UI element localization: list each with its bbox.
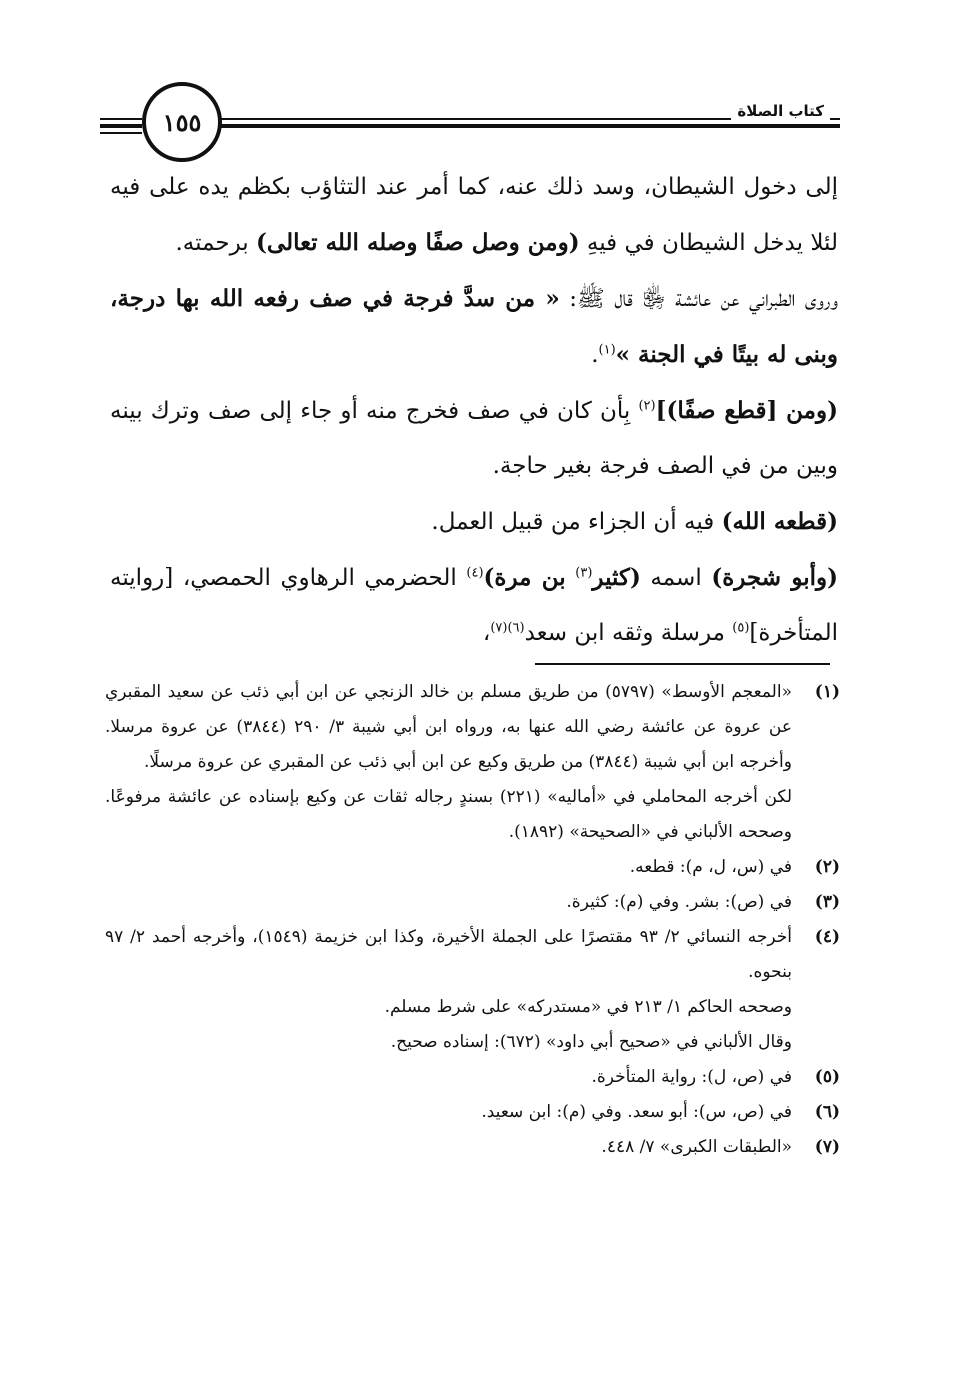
footnote-number: (٢) — [814, 857, 840, 877]
footnote-text: أخرجه النسائي ٢/ ٩٣ مقتصرًا على الجملة الأخيرة، وكذا ابن خزيمة (١٥٤٩)، وأخرجه أحمد ٢/ ٩٧ بنحوه. — [105, 927, 792, 982]
footnote-ref: (٤) — [466, 565, 484, 581]
bold-phrase: بن مرة) — [483, 564, 566, 591]
footnote-7 — [105, 1130, 840, 1165]
text: اسمه — [650, 565, 702, 591]
page-header — [100, 80, 840, 160]
footnote-3 — [105, 885, 840, 920]
honorific: ﵂ — [642, 286, 666, 312]
footnote-6 — [105, 1095, 840, 1130]
text: بِأن كان في صف فخرج منه أو جاء إلى صف وترك بينه وبين من في الصف فرجة بغير حاجة. — [110, 398, 838, 479]
paragraph-4 — [110, 494, 838, 550]
footnote-number: (٤) — [814, 927, 840, 947]
text: إلى دخول الشيطان، وسد ذلك عنه، كما أمر عند التثاؤب بكظم يده على فيه لئلا يدخل الشيطان في فيهِ — [110, 174, 838, 256]
header-rule — [218, 124, 840, 128]
bold-phrase: (قطعه الله) — [721, 508, 838, 535]
bold-phrase: (ومن وصل صفًا وصله الله تعالى) — [256, 229, 580, 256]
footnote-ref: (٦)(٧) — [490, 620, 525, 636]
footnote-ref: (١) — [598, 342, 616, 358]
header-rule — [100, 124, 142, 128]
text: الحضرمي الرهاوي الحمصي، [روايته المتأخرة] — [110, 565, 838, 646]
paragraph-2 — [110, 271, 838, 383]
footnote-text: لكن أخرجه المحاملي في «أماليه» (٢٢١) بسندٍ رجاله ثقات عن وكيع بإسناده عن عائشة مرفوعًا. وصححه الألباني في «الصحيحة» (١٨٩٢). — [105, 787, 792, 842]
text: فيه أن الجزاء من قبيل العمل. — [431, 509, 715, 535]
text: . — [591, 342, 599, 368]
footnote-number: (١) — [814, 682, 840, 702]
footnote-1 — [105, 675, 840, 850]
main-text — [110, 160, 838, 661]
footnotes — [105, 675, 840, 1165]
footnote-text: في (س، ل، م): قطعه. — [629, 857, 792, 877]
text: قال — [614, 286, 633, 312]
footnote-2 — [105, 850, 840, 885]
footnote-text: في (ص، س): أبو سعد. وفي (م): ابن سعيد. — [481, 1102, 792, 1122]
book-title: كتاب الصلاة — [731, 102, 830, 120]
footnote-number: (٥) — [814, 1067, 840, 1087]
footnote-number: (٣) — [814, 892, 840, 912]
header-rule — [100, 118, 142, 120]
footnote-4 — [105, 920, 840, 1060]
footnote-text: في (ص): بشر. وفي (م): كثيرة. — [566, 892, 792, 912]
footnote-separator — [535, 663, 830, 665]
text: برحمته. — [175, 230, 249, 256]
footnote-number: (٦) — [814, 1102, 840, 1122]
paragraph-5 — [110, 550, 838, 661]
page-number-circle — [142, 82, 222, 162]
footnote-number: (٧) — [814, 1137, 840, 1157]
text: مرسلة وثقه ابن سعد — [524, 620, 725, 646]
paragraph-3 — [110, 383, 838, 494]
paragraph-1 — [110, 160, 838, 271]
footnote-ref: (٢) — [638, 398, 656, 414]
footnote-text: «الطبقات الكبرى» ٧/ ٤٤٨. — [601, 1137, 792, 1157]
footnote-text: «المعجم الأوسط» (٥٧٩٧) من طريق مسلم بن خالد الزنجي عن ابن أبي ذئب عن سعيد المقبري عن عروة عن عائشة رضي الله عنها به، ورواه ابن أبي شيبة ٣/ ٢٩٠ (٣٨٤٤) عن عروة مرسلا. وأخرجه ابن أبي شيبة (٣٨٤٤) من طريق وكيع عن ابن أبي ذئب عن المقبري عن عروة مرسلًا. — [105, 682, 792, 772]
footnote-ref: (٣) — [575, 565, 593, 581]
header-rule — [100, 132, 142, 134]
footnote-text: وصححه الحاكم ١/ ٢١٣ في «مستدركه» على شرط مسلم. — [384, 997, 792, 1017]
honorific: ﷺ — [577, 286, 605, 312]
bold-phrase: (ومن [قطع صفًا)] — [655, 397, 838, 424]
bold-phrase: (كثير — [592, 564, 641, 591]
hadith-quote: « من سدَّ فرجة في صف رفعه الله بها درجة، وبنى له بيتًا في الجنة » — [110, 285, 838, 368]
text: وروى الطبراني عن عائشة — [675, 286, 839, 312]
text: : — [569, 286, 578, 312]
footnote-text: في (ص، ل): رواية المتأخرة. — [591, 1067, 792, 1087]
footnote-5 — [105, 1060, 840, 1095]
footnote-text: وقال الألباني في «صحيح أبي داود» (٦٧٢): إسناده صحيح. — [390, 1032, 792, 1052]
footnote-ref: (٥) — [732, 620, 750, 636]
bold-phrase: (وأبو شجرة) — [711, 564, 839, 591]
page-number: ١٥٥ — [162, 107, 202, 137]
text: ، — [482, 620, 491, 646]
